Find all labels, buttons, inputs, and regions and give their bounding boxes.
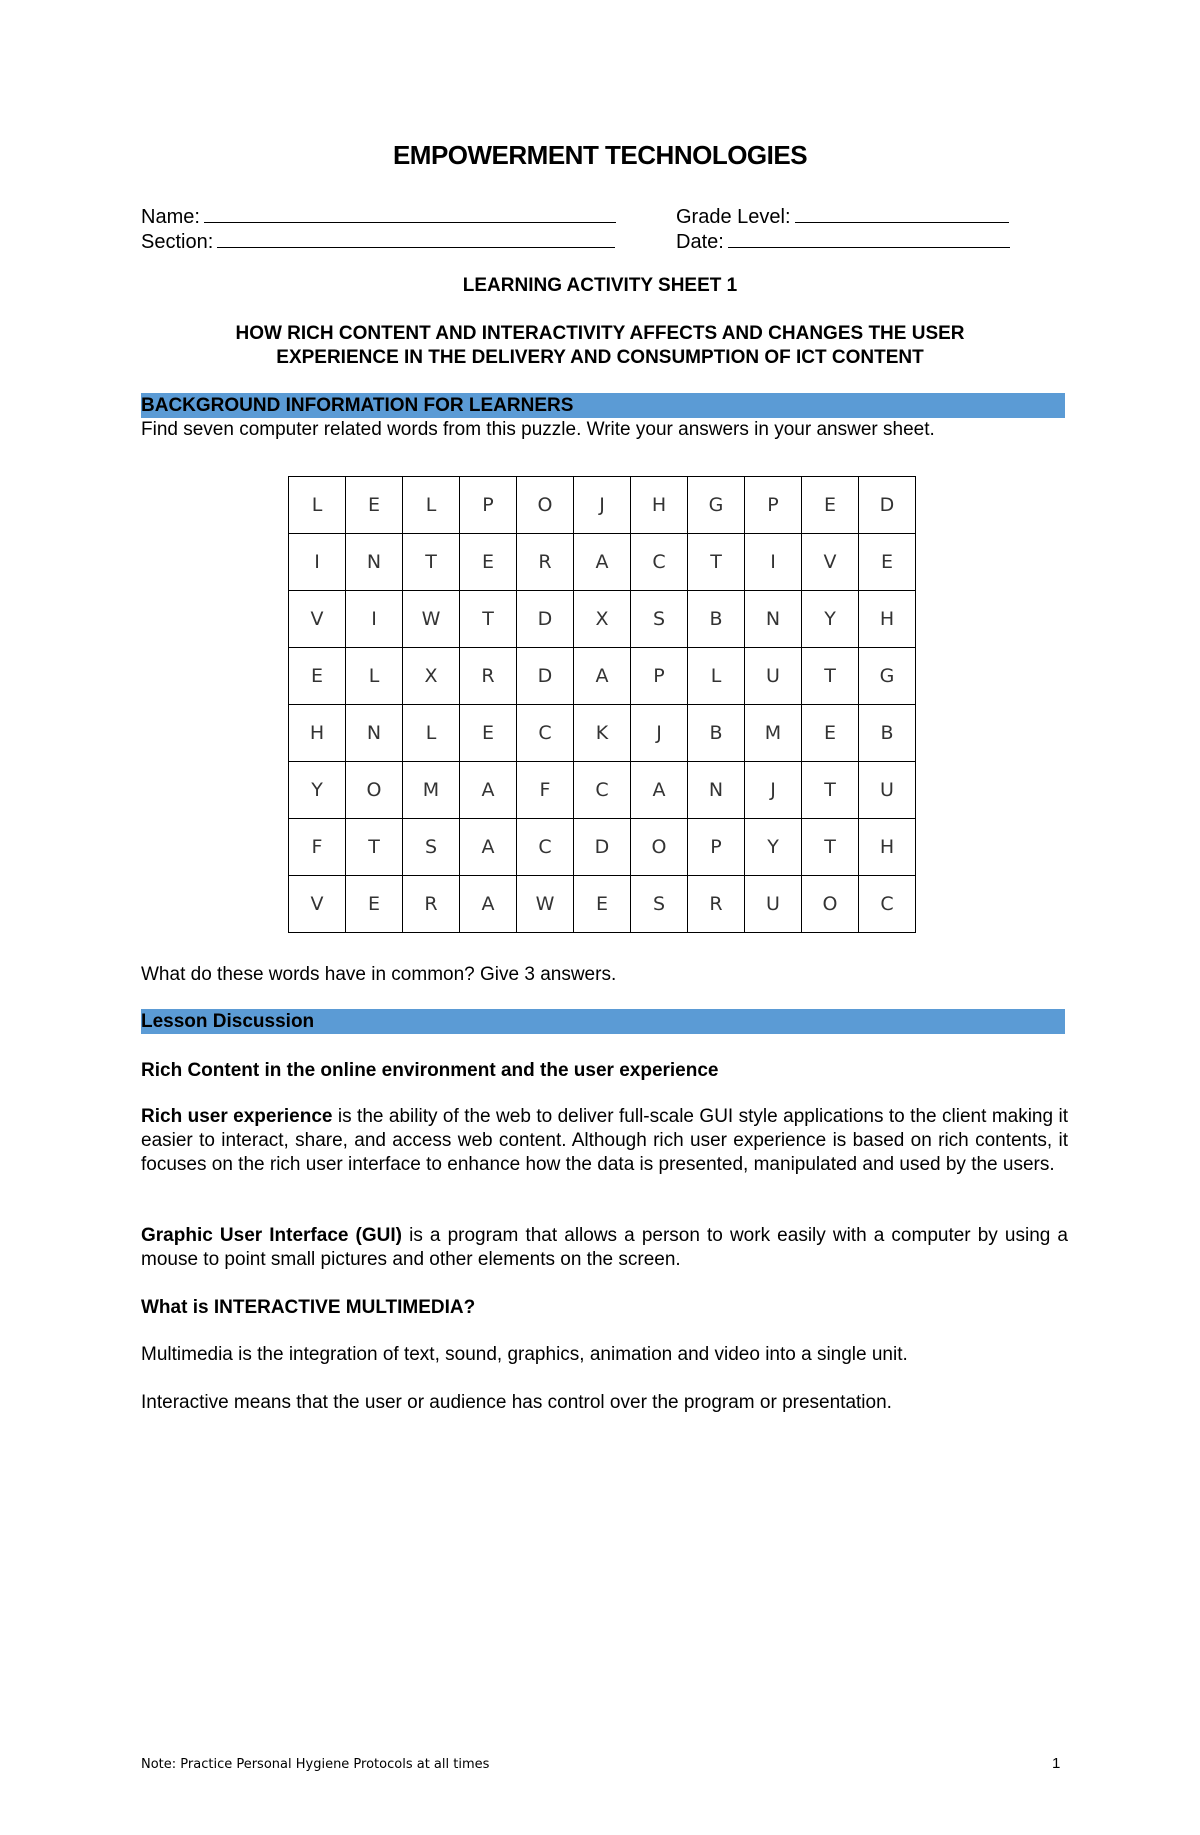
footer-note: Note: Practice Personal Hygiene Protocols at all times (141, 1757, 490, 1772)
page-number: 1 (1052, 1755, 1061, 1772)
puzzle-cell[interactable]: T (403, 534, 460, 591)
section-blank[interactable] (217, 229, 615, 248)
puzzle-cell[interactable]: F (289, 819, 346, 876)
puzzle-cell[interactable]: J (745, 762, 802, 819)
name-blank[interactable] (204, 204, 616, 223)
subtitle-line-2: EXPERIENCE IN THE DELIVERY AND CONSUMPTION OF ICT CONTENT (276, 347, 924, 368)
puzzle-cell[interactable]: A (574, 534, 631, 591)
grade-level-field (676, 204, 1009, 229)
subtitle-line-1: HOW RICH CONTENT AND INTERACTIVITY AFFECTS AND CHANGES THE USER (235, 323, 965, 344)
puzzle-cell[interactable]: R (403, 876, 460, 933)
puzzle-row (289, 477, 916, 534)
puzzle-cell[interactable]: J (631, 705, 688, 762)
name-label: Name: (141, 206, 200, 228)
question-text: What do these words have in common? Give 3 answers. (141, 964, 617, 985)
puzzle-cell[interactable]: E (802, 705, 859, 762)
puzzle-cell[interactable]: R (460, 648, 517, 705)
puzzle-cell[interactable]: E (346, 477, 403, 534)
puzzle-cell[interactable]: U (859, 762, 916, 819)
puzzle-row (289, 819, 916, 876)
puzzle-cell[interactable]: J (574, 477, 631, 534)
puzzle-cell[interactable]: A (631, 762, 688, 819)
puzzle-cell[interactable]: H (859, 591, 916, 648)
puzzle-cell[interactable]: W (403, 591, 460, 648)
puzzle-cell[interactable]: L (346, 648, 403, 705)
puzzle-cell[interactable]: U (745, 876, 802, 933)
puzzle-cell[interactable]: F (517, 762, 574, 819)
puzzle-cell[interactable]: D (517, 648, 574, 705)
puzzle-cell[interactable]: E (460, 705, 517, 762)
puzzle-cell[interactable]: Y (745, 819, 802, 876)
puzzle-cell[interactable]: D (859, 477, 916, 534)
puzzle-cell[interactable]: K (574, 705, 631, 762)
puzzle-cell[interactable]: O (802, 876, 859, 933)
puzzle-cell[interactable]: I (346, 591, 403, 648)
puzzle-cell[interactable]: A (460, 819, 517, 876)
puzzle-cell[interactable]: A (460, 876, 517, 933)
puzzle-cell[interactable]: P (460, 477, 517, 534)
puzzle-cell[interactable]: T (346, 819, 403, 876)
rux-text: is the ability of the web to deliver full-scale GUI style applications to the client making it easier to interact, share, and access web content. Although rich user experience is based on rich contents, it focuses on the rich user interface to enhance how the data is presented, manipulated and used by the users. (141, 1106, 1068, 1175)
puzzle-cell[interactable]: U (745, 648, 802, 705)
puzzle-cell[interactable]: T (802, 819, 859, 876)
puzzle-cell[interactable]: M (745, 705, 802, 762)
puzzle-cell[interactable]: O (346, 762, 403, 819)
puzzle-cell[interactable]: T (802, 762, 859, 819)
puzzle-row (289, 705, 916, 762)
puzzle-cell[interactable]: Y (802, 591, 859, 648)
puzzle-cell[interactable]: X (403, 648, 460, 705)
puzzle-cell[interactable]: E (346, 876, 403, 933)
lesson-subheading: Rich Content in the online environment and the user experience (141, 1060, 719, 1081)
puzzle-cell[interactable]: X (574, 591, 631, 648)
puzzle-cell[interactable]: R (517, 534, 574, 591)
puzzle-cell[interactable]: Y (289, 762, 346, 819)
section-label: Section: (141, 231, 214, 253)
puzzle-cell[interactable]: P (745, 477, 802, 534)
puzzle-cell[interactable]: I (745, 534, 802, 591)
puzzle-cell[interactable]: C (574, 762, 631, 819)
puzzle-cell[interactable]: L (403, 477, 460, 534)
activity-title: LEARNING ACTIVITY SHEET 1 (462, 275, 738, 296)
puzzle-row (289, 762, 916, 819)
puzzle-cell[interactable]: O (517, 477, 574, 534)
gui-paragraph (141, 1224, 1068, 1272)
puzzle-cell[interactable]: L (688, 648, 745, 705)
puzzle-row (289, 591, 916, 648)
gui-text: is a program that allows a person to work easily with a computer by using a mouse to point small pictures and other elements on the screen. (141, 1225, 1068, 1270)
rich-user-experience-paragraph (141, 1105, 1068, 1177)
puzzle-cell[interactable]: N (688, 762, 745, 819)
puzzle-cell[interactable]: I (289, 534, 346, 591)
puzzle-cell[interactable]: O (631, 819, 688, 876)
puzzle-cell[interactable]: A (574, 648, 631, 705)
puzzle-cell[interactable]: N (346, 705, 403, 762)
multimedia-definition: Multimedia is the integration of text, sound, graphics, animation and video into a single unit. (141, 1344, 908, 1365)
lesson-heading: Lesson Discussion (141, 1009, 1065, 1034)
puzzle-cell[interactable]: T (802, 648, 859, 705)
puzzle-cell[interactable]: M (403, 762, 460, 819)
puzzle-cell[interactable]: W (517, 876, 574, 933)
puzzle-cell[interactable]: S (403, 819, 460, 876)
puzzle-cell[interactable]: L (289, 477, 346, 534)
puzzle-cell[interactable]: T (460, 591, 517, 648)
puzzle-cell[interactable]: E (289, 648, 346, 705)
puzzle-cell[interactable]: E (460, 534, 517, 591)
puzzle-cell[interactable]: V (289, 876, 346, 933)
puzzle-cell[interactable]: E (802, 477, 859, 534)
puzzle-cell[interactable]: R (688, 876, 745, 933)
puzzle-cell[interactable]: G (688, 477, 745, 534)
puzzle-row (289, 648, 916, 705)
puzzle-cell[interactable]: B (859, 705, 916, 762)
interactive-multimedia-heading: What is INTERACTIVE MULTIMEDIA? (141, 1297, 476, 1318)
puzzle-cell[interactable]: D (517, 591, 574, 648)
puzzle-cell[interactable]: C (631, 534, 688, 591)
puzzle-cell[interactable]: P (631, 648, 688, 705)
puzzle-cell[interactable]: D (574, 819, 631, 876)
rux-term: Rich user experience (141, 1106, 333, 1127)
puzzle-cell[interactable]: V (802, 534, 859, 591)
grade-level-blank[interactable] (795, 204, 1009, 223)
puzzle-cell[interactable]: H (631, 477, 688, 534)
puzzle-cell[interactable]: A (460, 762, 517, 819)
background-heading: BACKGROUND INFORMATION FOR LEARNERS (141, 393, 1065, 418)
puzzle-row (289, 534, 916, 591)
puzzle-cell[interactable]: C (517, 705, 574, 762)
puzzle-cell[interactable]: C (859, 876, 916, 933)
date-blank[interactable] (728, 229, 1010, 248)
puzzle-row (289, 876, 916, 933)
interactive-definition: Interactive means that the user or audience has control over the program or presentation. (141, 1392, 892, 1413)
puzzle-cell[interactable]: N (346, 534, 403, 591)
background-instruction: Find seven computer related words from this puzzle. Write your answers in your answer sheet. (141, 419, 935, 440)
date-field (676, 229, 1010, 254)
gui-term: Graphic User Interface (GUI) (141, 1225, 402, 1246)
puzzle-cell[interactable]: C (517, 819, 574, 876)
puzzle-cell[interactable]: H (289, 705, 346, 762)
puzzle-cell[interactable]: S (631, 876, 688, 933)
page-title: EMPOWERMENT TECHNOLOGIES (392, 140, 808, 170)
puzzle-cell[interactable]: V (289, 591, 346, 648)
puzzle-cell[interactable]: B (688, 591, 745, 648)
puzzle-cell[interactable]: E (859, 534, 916, 591)
puzzle-cell[interactable]: E (574, 876, 631, 933)
section-field (141, 229, 615, 254)
puzzle-cell[interactable]: T (688, 534, 745, 591)
puzzle-cell[interactable]: H (859, 819, 916, 876)
grade-level-label: Grade Level: (676, 206, 791, 228)
puzzle-cell[interactable]: P (688, 819, 745, 876)
puzzle-cell[interactable]: B (688, 705, 745, 762)
puzzle-cell[interactable]: N (745, 591, 802, 648)
puzzle-cell[interactable]: L (403, 705, 460, 762)
puzzle-cell[interactable]: S (631, 591, 688, 648)
date-label: Date: (676, 231, 724, 253)
puzzle-cell[interactable]: G (859, 648, 916, 705)
name-field (141, 204, 616, 229)
word-search-puzzle (288, 476, 916, 933)
